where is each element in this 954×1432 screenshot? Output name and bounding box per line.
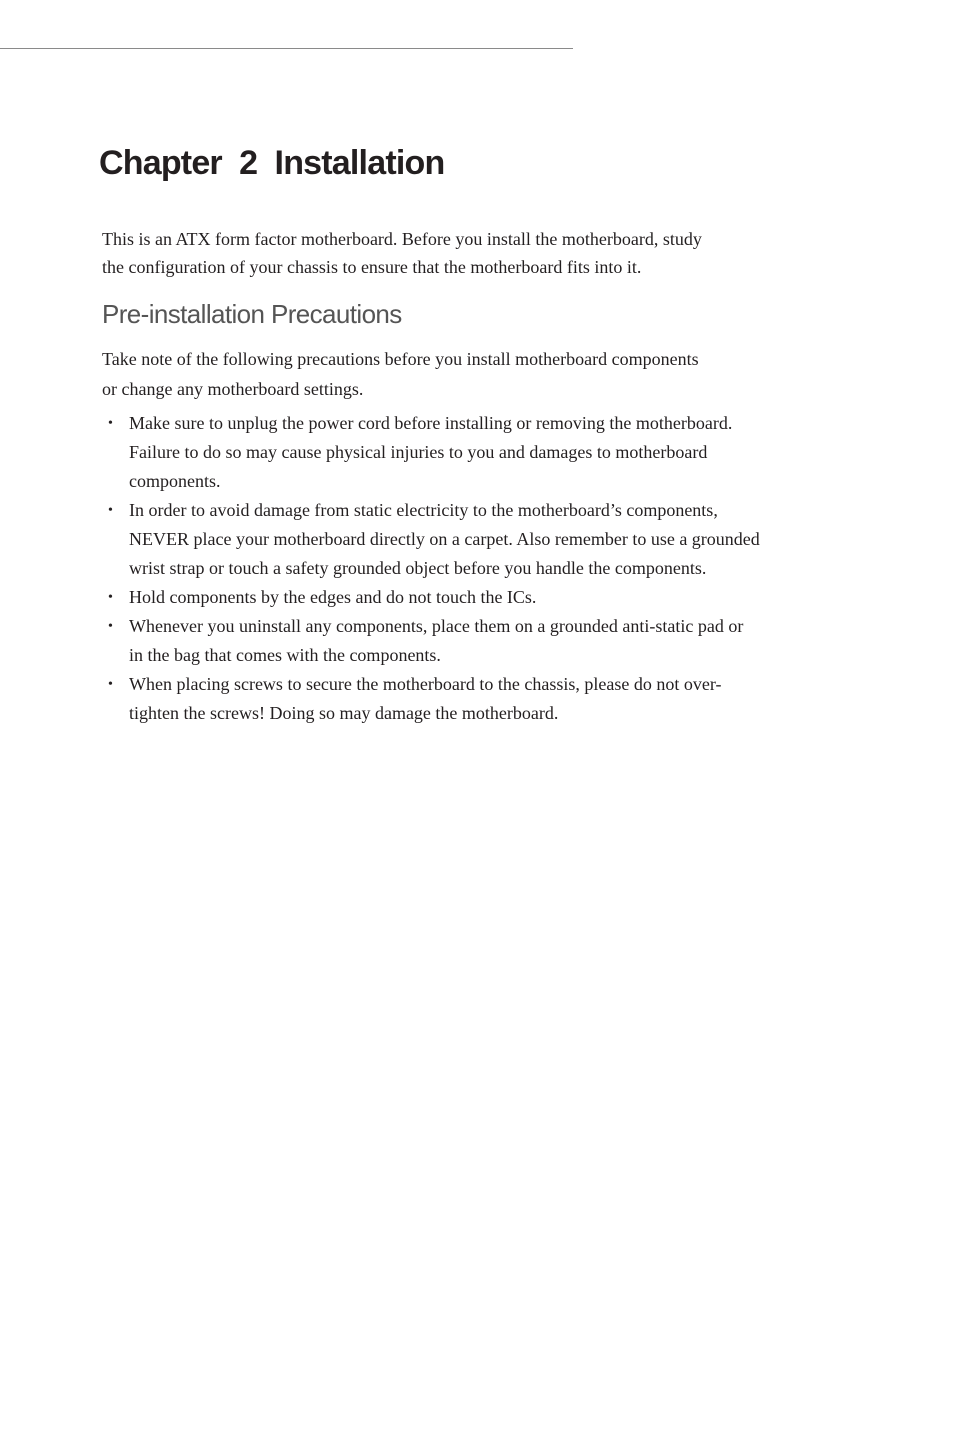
intro-line: the configuration of your chassis to ensure that the motherboard fits into it. xyxy=(102,257,642,277)
chapter-title: Chapter 2 Installation xyxy=(99,144,445,182)
list-item-line: Make sure to unplug the power cord before installing or removing the motherboard. xyxy=(129,413,733,433)
bullet-icon: • xyxy=(108,416,113,431)
bullet-icon: • xyxy=(108,503,113,518)
section-intro-paragraph xyxy=(102,344,822,404)
list-item xyxy=(102,409,832,496)
section-intro-line: Take note of the following precautions before you install motherboard components xyxy=(102,349,699,369)
list-item-line: Whenever you uninstall any components, place them on a grounded anti-static pad or xyxy=(129,616,744,636)
list-item-line: components. xyxy=(129,471,221,491)
list-item-line: When placing screws to secure the motherboard to the chassis, please do not over- xyxy=(129,674,722,694)
bullet-icon: • xyxy=(108,619,113,634)
list-item-line: in the bag that comes with the components. xyxy=(129,645,441,665)
section-title: Pre-installation Precautions xyxy=(102,299,402,329)
list-item xyxy=(102,496,832,583)
list-item-line: NEVER place your motherboard directly on a carpet. Also remember to use a grounded xyxy=(129,529,760,549)
list-item xyxy=(102,583,832,612)
list-item xyxy=(102,670,832,728)
header-rule xyxy=(0,48,573,49)
bullet-icon: • xyxy=(108,590,113,605)
intro-paragraph xyxy=(102,225,822,281)
section-intro-line: or change any motherboard settings. xyxy=(102,379,364,399)
list-item-line: tighten the screws! Doing so may damage the motherboard. xyxy=(129,703,559,723)
bullet-icon: • xyxy=(108,677,113,692)
list-item-line: wrist strap or touch a safety grounded object before you handle the components. xyxy=(129,558,707,578)
list-item-line: In order to avoid damage from static electricity to the motherboard’s components, xyxy=(129,500,718,520)
list-item-line: Failure to do so may cause physical injuries to you and damages to motherboard xyxy=(129,442,708,462)
list-item-line: Hold components by the edges and do not touch the ICs. xyxy=(129,587,537,607)
intro-line: This is an ATX form factor motherboard. Before you install the motherboard, study xyxy=(102,229,702,249)
list-item xyxy=(102,612,832,670)
precaution-list xyxy=(102,409,832,728)
